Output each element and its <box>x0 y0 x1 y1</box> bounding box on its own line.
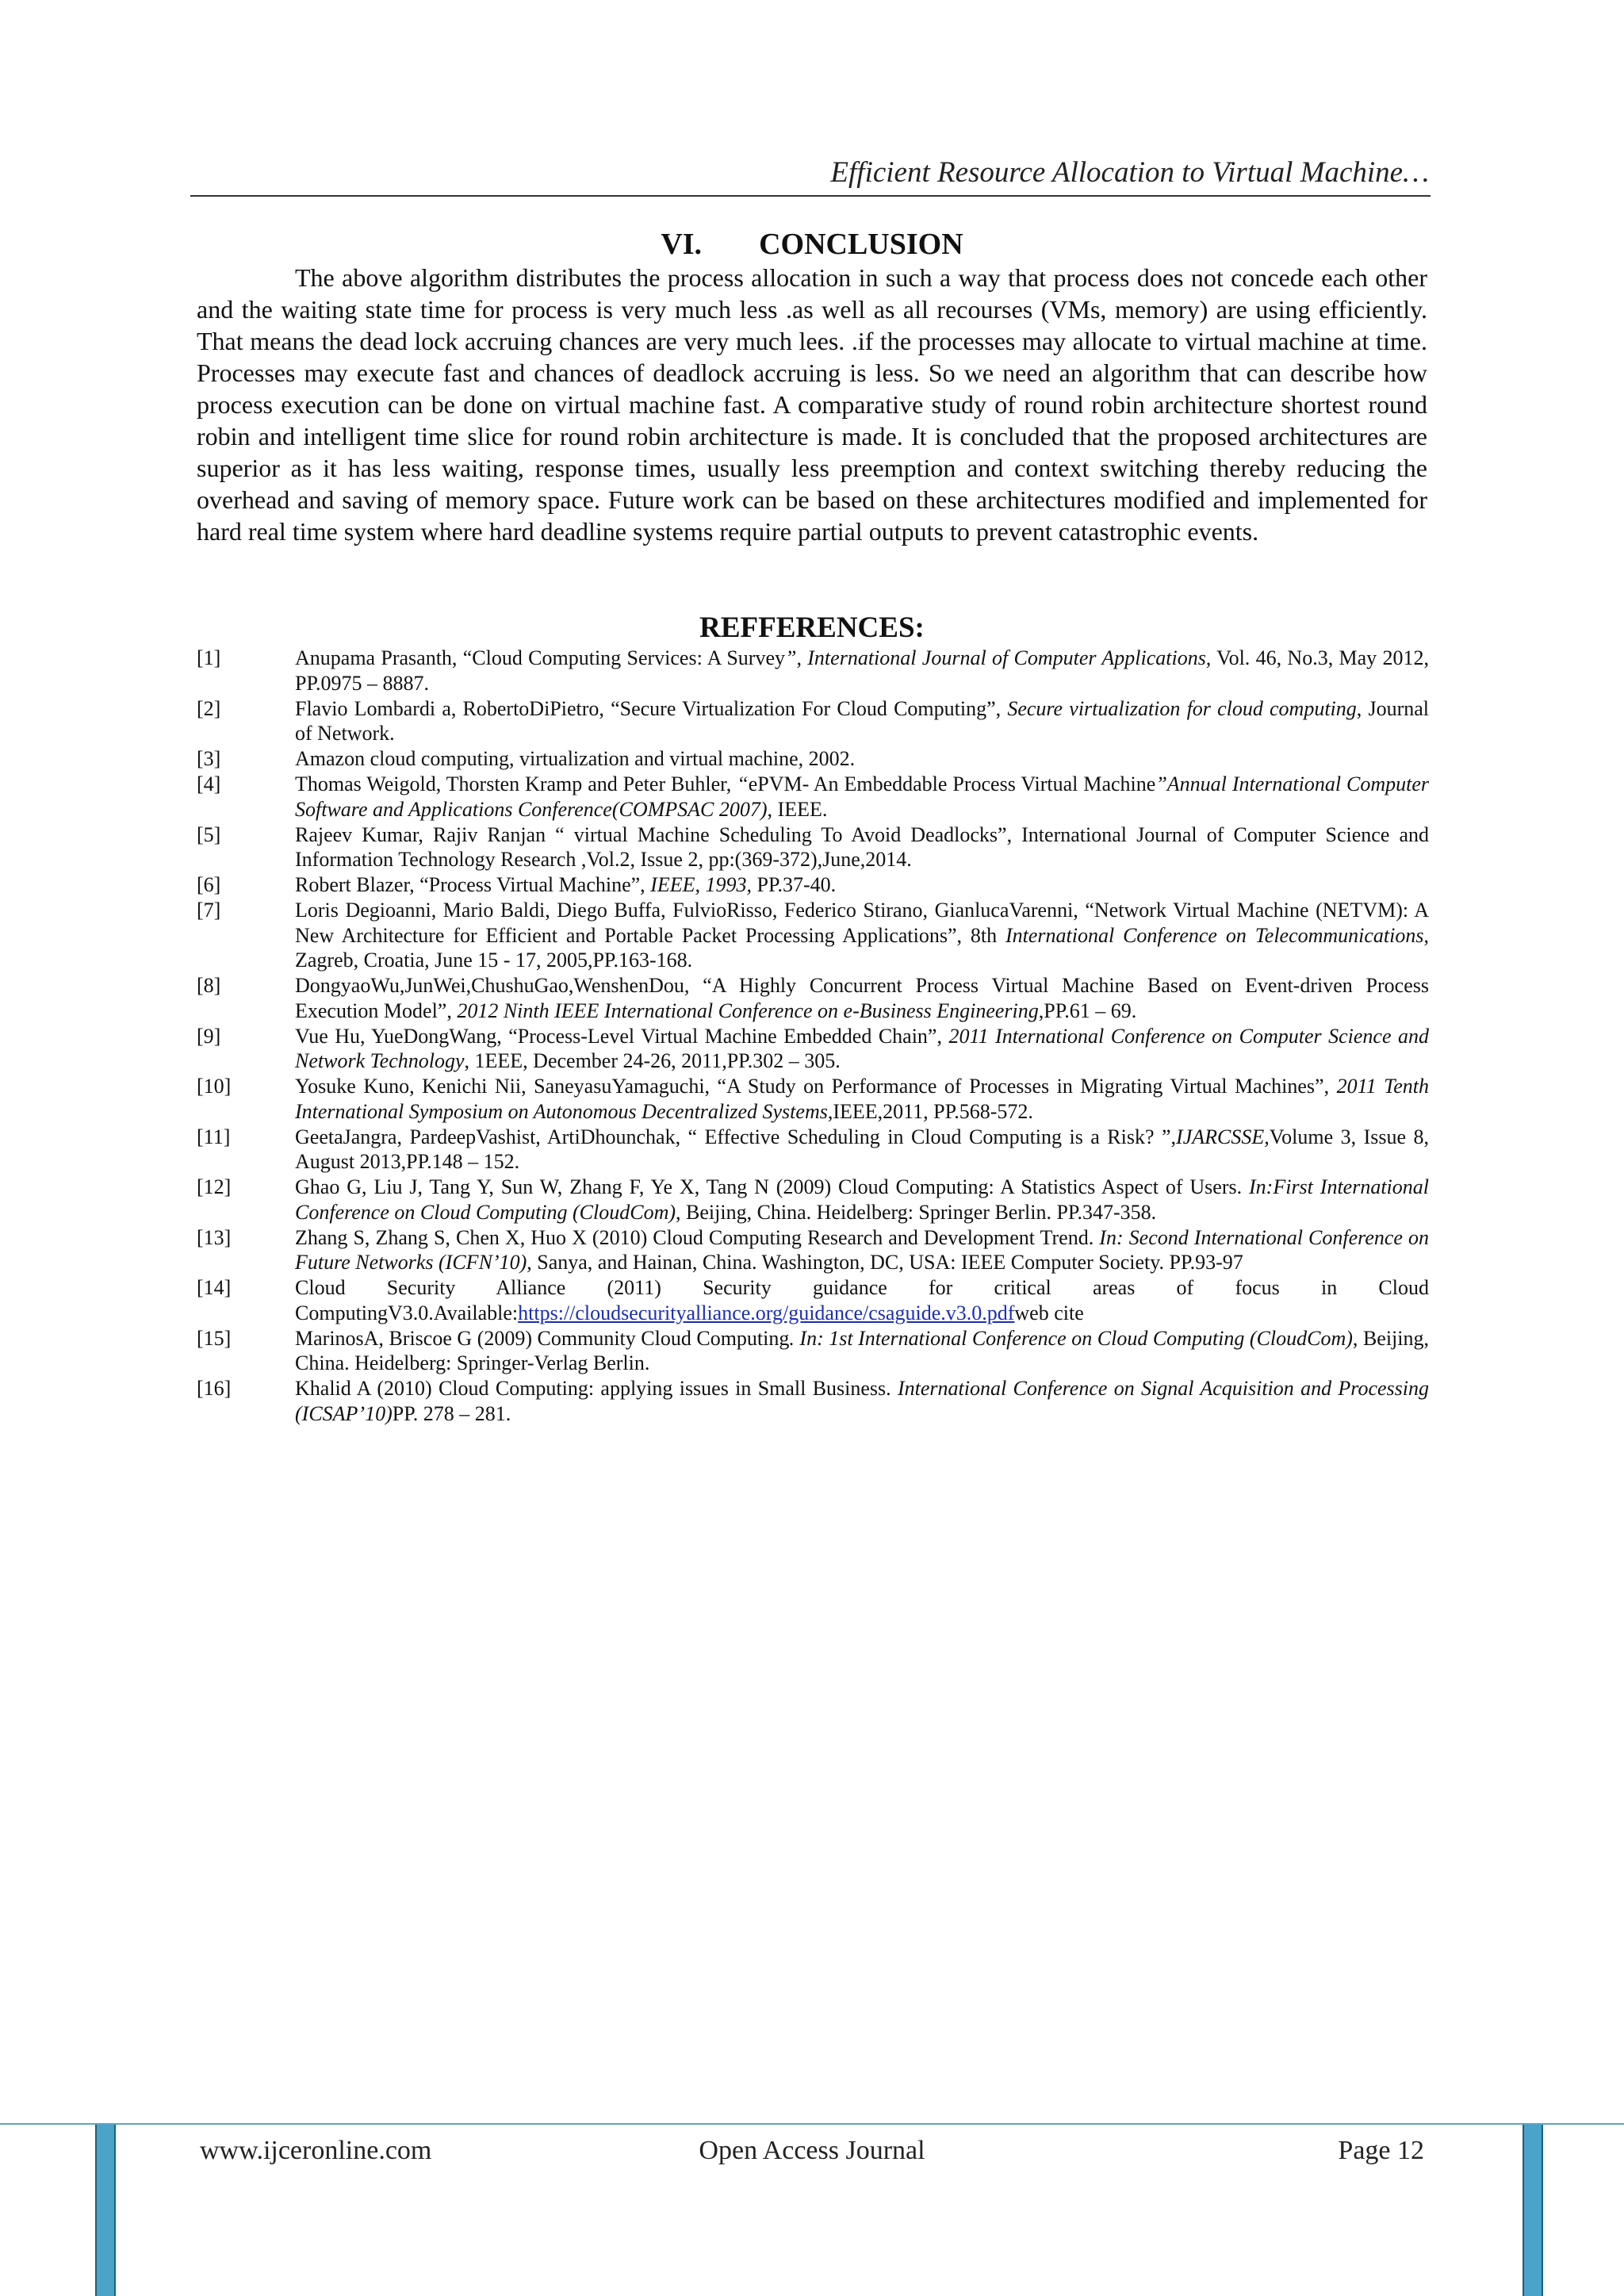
reference-item <box>197 1225 1429 1275</box>
conclusion-paragraph: The above algorithm distributes the process allocation in such a way that process does not concede each other and the waiting state time for process is very much less .as well as all recourses (VMs, memory) are using efficiently. That means the dead lock accruing chances are very much lees. .if the processes may allocate to virtual machine at time. Processes may execute fast and chances of deadlock accruing is less. So we need an algorithm that can describe how process execution can be done on virtual machine fast. A comparative study of round robin architecture shortest round robin and intelligent time slice for round robin architecture is made. It is concluded that the proposed architectures are superior as it has less waiting, response times, usually less preemption and context switching thereby reducing the overhead and saving of memory space. Future work can be based on these architectures modified and implemented for hard real time system where hard deadline systems require partial outputs to prevent catastrophic events. <box>197 263 1427 546</box>
reference-item <box>197 1175 1429 1225</box>
reference-text: Cloud Security Alliance (2011) Security guidance for critical areas of focus in Cloud ComputingV3.0.Available:https://cloudsecurityalliance.org/guidance/csaguide.v3.0.pdfweb cite <box>295 1276 1429 1324</box>
reference-number: [14] <box>197 1276 232 1299</box>
section-title: CONCLUSION <box>759 228 963 261</box>
references-heading: REFFERENCES: <box>699 611 925 644</box>
reference-number: [1] <box>197 646 221 669</box>
reference-item <box>197 973 1429 1023</box>
reference-item <box>197 898 1429 973</box>
reference-text: GeetaJangra, PardeepVashist, ArtiDhounchak, “ Effective Scheduling in Cloud Computing is a Risk? ”,IJARCSSE,Volume 3, Issue 8, August 2013,PP.148 – 152. <box>295 1125 1429 1173</box>
reference-item <box>197 772 1429 822</box>
reference-item <box>197 696 1429 746</box>
reference-number: [8] <box>197 974 221 997</box>
reference-item <box>197 872 1429 898</box>
reference-number: [16] <box>197 1377 232 1400</box>
reference-list <box>197 646 1429 1427</box>
reference-number: [12] <box>197 1175 232 1198</box>
reference-text: Robert Blazer, “Process Virtual Machine”, IEEE, 1993, PP.37-40. <box>295 873 837 896</box>
reference-text: Rajeev Kumar, Rajiv Ranjan “ virtual Machine Scheduling To Avoid Deadlocks”, International Journal of Computer Science and Information Technology Research ,Vol.2, Issue 2, pp:(369-372),June,2014. <box>295 822 1429 871</box>
reference-number: [11] <box>197 1125 231 1148</box>
reference-text: MarinosA, Briscoe G (2009) Community Cloud Computing. In: 1st International Conference on Cloud Computing (CloudCom), Beijing, China. Heidelberg: Springer-Verlag Berlin. <box>295 1326 1429 1374</box>
reference-text: Yosuke Kuno, Kenichi Nii, SaneyasuYamaguchi, “A Study on Performance of Processes in Migrating Virtual Machines”, 2011 Tenth International Symposium on Autonomous Decentralized Systems,IEEE,2011, PP.568-572. <box>295 1075 1429 1123</box>
section-number: VI. <box>661 228 703 261</box>
footer-rule <box>0 2123 1624 2125</box>
reference-text: Flavio Lombardi a, RobertoDiPietro, “Secure Virtualization For Cloud Computing”, Secure virtualization for cloud computing, Journal of Network. <box>295 696 1429 745</box>
reference-number: [9] <box>197 1024 221 1048</box>
reference-item <box>197 1326 1429 1376</box>
reference-item <box>197 1376 1429 1426</box>
reference-item <box>197 1024 1429 1074</box>
reference-text: Khalid A (2010) Cloud Computing: applying issues in Small Business. International Conference on Signal Acquisition and Processing (ICSAP’10)PP. 278 – 281. <box>295 1377 1430 1425</box>
running-head: Efficient Resource Allocation to Virtual Machine… <box>830 156 1429 189</box>
reference-text: Amazon cloud computing, virtualization and virtual machine, 2002. <box>295 747 856 770</box>
reference-text: Loris Degioanni, Mario Baldi, Diego Buffa, FulvioRisso, Federico Stirano, GianlucaVarenni, “Network Virtual Machine (NETVM): A New Architecture for Efficient and Portable Packet Processing Applications”, 8th International Conference on Telecommunications, Zagreb, Croatia, June 15 - 17, 2005,PP.163-168. <box>295 899 1429 972</box>
reference-text: Thomas Weigold, Thorsten Kramp and Peter Buhler, “ePVM- An Embeddable Process Virtual Machine”Annual International Computer Software and Applications Conference(COMPSAC 2007), IEEE. <box>295 772 1429 821</box>
reference-number: [4] <box>197 772 221 795</box>
reference-number: [2] <box>197 696 221 720</box>
reference-item <box>197 646 1429 696</box>
reference-text: Anupama Prasanth, “Cloud Computing Services: A Survey”, International Journal of Computer Applications, Vol. 46, No.3, May 2012, PP.0975 – 8887. <box>295 646 1429 695</box>
reference-text: Zhang S, Zhang S, Chen X, Huo X (2010) Cloud Computing Research and Development Trend. In: Second International Conference on Future Networks (ICFN’10), Sanya, and Hainan, China. Washington, DC, USA: IEEE Computer Society. PP.93-97 <box>295 1225 1429 1274</box>
reference-number: [5] <box>197 822 221 846</box>
reference-item <box>197 1125 1429 1175</box>
reference-link[interactable]: https://cloudsecurityalliance.org/guidance/csaguide.v3.0.pdf <box>518 1301 1015 1324</box>
reference-item <box>197 746 1429 772</box>
reference-item <box>197 1275 1429 1325</box>
reference-item <box>197 1074 1429 1124</box>
header-rule <box>190 195 1431 197</box>
reference-text: DongyaoWu,JunWei,ChushuGao,WenshenDou, “A Highly Concurrent Process Virtual Machine Based on Event-driven Process Execution Model”, 2012 Ninth IEEE International Conference on e-Business Engineering,PP.61 – 69. <box>295 974 1429 1022</box>
reference-number: [7] <box>197 899 221 922</box>
footer-page-number: Page 12 <box>1338 2136 1424 2165</box>
reference-number: [13] <box>197 1225 232 1249</box>
section-heading-conclusion <box>197 227 1427 262</box>
footer-website: www.ijceronline.com <box>200 2136 432 2165</box>
reference-item <box>197 822 1429 872</box>
reference-number: [10] <box>197 1075 232 1098</box>
reference-text: Vue Hu, YueDongWang, “Process-Level Virtual Machine Embedded Chain”, 2011 International Conference on Computer Science and Network Technology, 1EEE, December 24-26, 2011,PP.302 – 305. <box>295 1024 1429 1072</box>
reference-text: Ghao G, Liu J, Tang Y, Sun W, Zhang F, Ye X, Tang N (2009) Cloud Computing: A Statistics Aspect of Users. In:First International Conference on Cloud Computing (CloudCom), Beijing, China. Heidelberg: Springer Berlin. PP.347-358. <box>295 1175 1430 1224</box>
reference-number: [15] <box>197 1326 232 1350</box>
footer-journal: Open Access Journal <box>699 2136 925 2165</box>
reference-number: [3] <box>197 747 221 770</box>
reference-number: [6] <box>197 873 221 896</box>
